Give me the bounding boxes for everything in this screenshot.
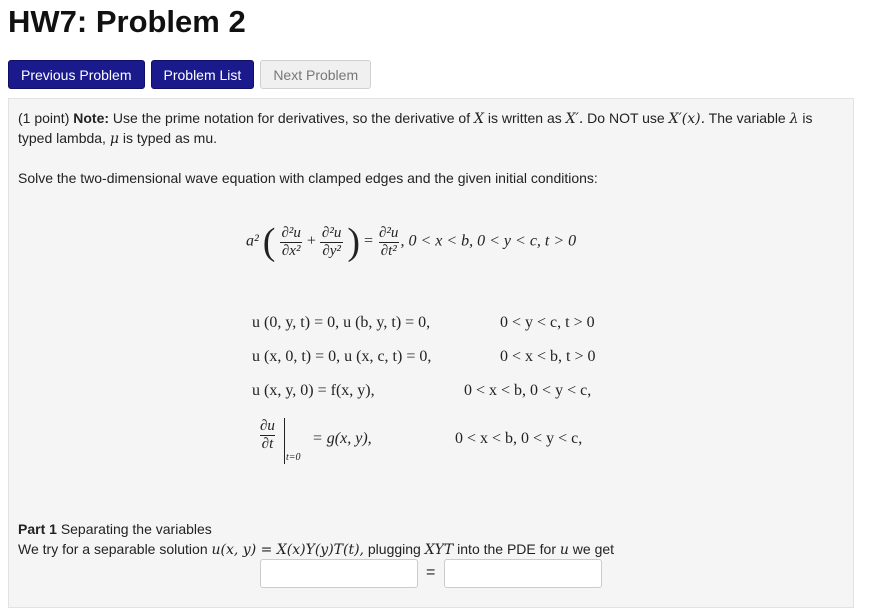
fraction-utt (377, 225, 400, 260)
x-prime: X′. (565, 111, 584, 127)
note-text: Do NOT use (587, 110, 665, 126)
plus-sign: + (306, 232, 316, 250)
instruction-text: Solve the two-dimensional wave equation with clamped edges and the given initial conditions: (18, 170, 598, 186)
xyt-symbol: XYT (424, 542, 454, 558)
answer-right-input[interactable] (444, 559, 602, 588)
pde-domain: , 0 < x < b, 0 < y < c, t > 0 (400, 232, 577, 250)
part1-heading (18, 519, 212, 539)
denominator: ∂t² (380, 242, 397, 259)
a-squared: a² (246, 232, 259, 250)
previous-problem-button[interactable]: Previous Problem (8, 60, 145, 89)
part1-label: Part 1 (18, 521, 57, 537)
points-label: (1 point) (18, 110, 70, 126)
boundary-domain-1: 0 < y < c, t > 0 (500, 314, 595, 331)
note-text: typed lambda, (18, 130, 106, 146)
part1-text (18, 539, 614, 560)
numerator: ∂²u (281, 224, 301, 241)
numerator: ∂u (260, 418, 275, 434)
boundary-domain-2: 0 < x < b, t > 0 (500, 348, 596, 365)
problem-navigation (8, 60, 371, 89)
subscript-text: t=0 (286, 452, 301, 463)
denominator: ∂x² (281, 242, 301, 259)
equals-sign: = (363, 232, 374, 250)
note-text: is (802, 110, 813, 126)
part1-title: Separating the variables (60, 521, 212, 537)
next-problem-button: Next Problem (260, 60, 371, 89)
boundary-condition-2: u (x, 0, t) = 0, u (x, c, t) = 0, (252, 348, 432, 365)
wave-equation: a² ( $\frac{\text{∂²u}}{\text{∂x²}}$ + $\frac{\text{∂²u}}{\text{∂y²}}$ ) = $\frac{\text{∂²u}}{\text{∂t²}}$ , 0 < x < b, 0 < y < c, t > 0 (246, 221, 577, 263)
x-prime-of-x: X′(x). (668, 111, 706, 127)
note-text: Use the prime notation for derivatives, so the derivative of (112, 110, 471, 126)
lambda-symbol: λ (789, 111, 799, 127)
note-label: Note: (73, 110, 110, 126)
evaluation-bar (284, 418, 285, 464)
note-line-2 (18, 128, 217, 149)
note-text: The variable (708, 110, 786, 126)
fraction-uxx (279, 225, 302, 260)
denominator: ∂t (261, 436, 274, 452)
note-text: is written as (487, 110, 562, 126)
note-line-1 (18, 108, 813, 129)
fraction-ut (258, 418, 277, 453)
velocity-domain: 0 < x < b, 0 < y < c, (455, 430, 583, 447)
numerator: ∂²u (321, 224, 342, 241)
var-x: X (474, 111, 484, 127)
part1-text-b: plugging (367, 541, 421, 557)
velocity-rhs: = g(x, y), (312, 430, 372, 447)
evaluation-subscript (286, 452, 301, 463)
problem-list-button[interactable]: Problem List (151, 60, 255, 89)
mu-symbol: μ (109, 131, 119, 147)
answer-equals-sign: = (426, 564, 436, 581)
boundary-condition-1: u (0, y, t) = 0, u (b, y, t) = 0, (252, 314, 431, 331)
initial-velocity (258, 418, 277, 453)
page-title: HW7: Problem 2 (8, 4, 246, 39)
initial-domain: 0 < x < b, 0 < y < c, (464, 382, 592, 399)
separable-expression: u(x, y) = X(x)Y(y)T(t), (211, 542, 364, 558)
part1-text-c: into the PDE for (457, 541, 556, 557)
initial-condition: u (x, y, 0) = f(x, y), (252, 382, 375, 399)
part1-text-d: we get (572, 541, 615, 557)
u-symbol: u (559, 542, 569, 558)
numerator: ∂²u (379, 224, 399, 241)
velocity-equation (312, 430, 372, 448)
note-text: is typed as mu. (122, 130, 217, 146)
denominator: ∂y² (322, 242, 341, 259)
fraction-uyy (320, 225, 343, 260)
answer-left-input[interactable] (260, 559, 418, 588)
part1-text-a: We try for a separable solution (18, 541, 208, 557)
